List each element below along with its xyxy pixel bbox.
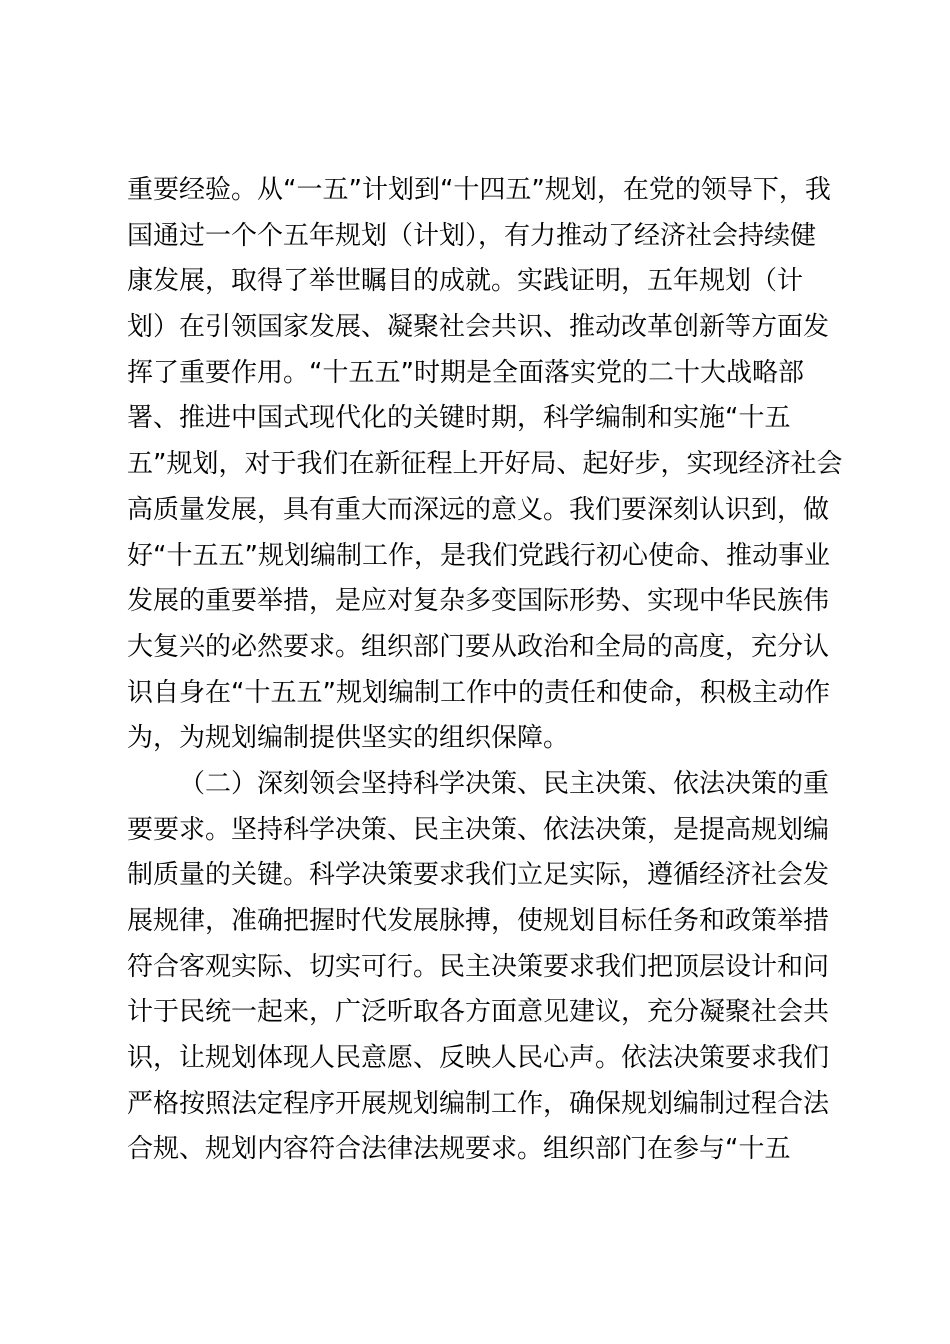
text-line: 高质量发展，具有重大而深远的意义。我们要深刻认识到，做 (127, 494, 830, 525)
text-line: 好“十五五”规划编制工作，是我们党践行初心使命、推动事业 (127, 540, 830, 571)
text-line: 大复兴的必然要求。组织部门要从政治和全局的高度，充分认 (127, 631, 830, 662)
text-line: 挥了重要作用。“十五五”时期是全面落实党的二十大战略部 (127, 357, 804, 388)
body-text (127, 168, 843, 1173)
text-line: 严格按照法定程序开展规划编制工作，确保规划编制过程合法 (127, 1088, 830, 1119)
text-line: 为，为规划编制提供坚实的组织保障。 (127, 723, 570, 754)
text-line: 识，让规划体现人民意愿、反映人民心声。依法决策要求我们 (127, 1043, 830, 1074)
text-line: 要要求。坚持科学决策、民主决策、依法决策，是提高规划编 (127, 814, 830, 845)
text-line: 重要经验。从“一五”计划到“十四五”规划，在党的领导下，我 (127, 175, 831, 205)
text-line: 划）在引领国家发展、凝聚社会共识、推动改革创新等方面发 (127, 312, 830, 343)
text-line: 五”规划，对于我们在新征程上开好局、起好步，实现经济社会 (127, 449, 843, 480)
text-line: 国通过一个个五年规划（计划），有力推动了经济社会持续健 (127, 220, 817, 251)
text-line: 符合客观实际、切实可行。民主决策要求我们把顶层设计和问 (127, 951, 830, 982)
text-line: 合规、规划内容符合法律法规要求。组织部门在参与“十五 (127, 1134, 791, 1165)
text-line: 识自身在“十五五”规划编制工作中的责任和使命，积极主动作 (127, 677, 830, 708)
section-heading-line: （二）深刻领会坚持科学决策、民主决策、依法决策的重 (179, 768, 830, 799)
text-line: 制质量的关键。科学决策要求我们立足实际，遵循经济社会发 (127, 860, 830, 891)
text-line: 计于民统一起来，广泛听取各方面意见建议，充分凝聚社会共 (127, 997, 830, 1028)
text-line: 署、推进中国式现代化的关键时期，科学编制和实施“十五 (127, 403, 791, 434)
text-line: 康发展，取得了举世瞩目的成就。实践证明，五年规划（计 (127, 266, 804, 297)
text-line: 发展的重要举措，是应对复杂多变国际形势、实现中华民族伟 (127, 586, 830, 617)
text-line: 展规律，准确把握时代发展脉搏，使规划目标任务和政策举措 (127, 906, 830, 936)
